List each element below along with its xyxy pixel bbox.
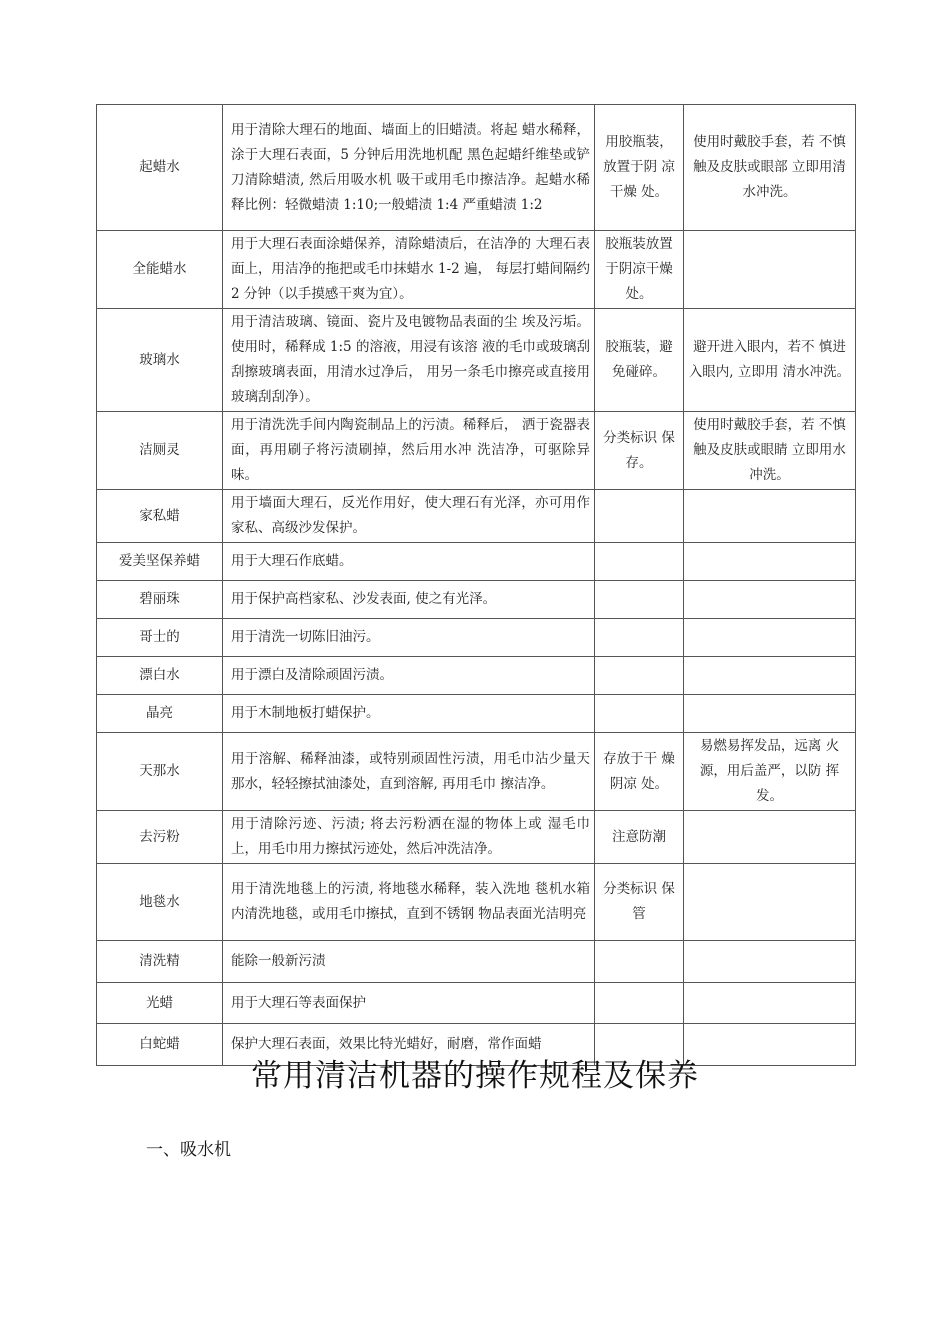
storage-cell <box>595 983 684 1024</box>
agent-name-cell: 地毯水 <box>97 864 223 941</box>
usage-cell: 用于清除大理石的地面、墙面上的旧蜡渍。将起 蜡水稀释，涂于大理石表面，5 分钟后用洗地机配 黑色起蜡纤维垫或铲刀清除蜡渍, 然后用吸水机 吸干或用毛巾擦洁净。起蜡水稀释比例：轻微蜡渍 1:10;一般蜡渍 1:4 严重蜡渍 1:2 <box>223 105 595 231</box>
safety-cell: 使用时戴胶手套，若 不慎触及皮肤或眼睛 立即用水冲洗。 <box>684 412 856 490</box>
usage-cell: 用于墙面大理石，反光作用好，使大理石有光泽，亦可用作家私、高级沙发保护。 <box>223 490 595 543</box>
agent-name-cell: 白蛇蜡 <box>97 1024 223 1066</box>
safety-cell <box>684 490 856 543</box>
usage-cell: 用于木制地板打蜡保护。 <box>223 695 595 733</box>
agent-name-cell: 哥士的 <box>97 619 223 657</box>
safety-cell <box>684 581 856 619</box>
agent-name-cell: 爱美坚保养蜡 <box>97 543 223 581</box>
usage-cell: 用于大理石表面涂蜡保养，清除蜡渍后，在洁净的 大理石表面上，用洁净的拖把或毛巾抹蜡水 1-2 遍， 每层打蜡间隔约 2 分钟（以手摸感干爽为宜）。 <box>223 231 595 309</box>
storage-cell: 胶瓶装放置于阴凉干燥处。 <box>595 231 684 309</box>
usage-cell: 用于大理石等表面保护 <box>223 983 595 1024</box>
usage-cell: 用于清洁玻璃、镜面、瓷片及电镀物品表面的尘 埃及污垢。使用时，稀释成 1:5 的溶液，用浸有该溶 液的毛巾或玻璃刮刮擦玻璃表面，用清水过净后， 用另一条毛巾擦亮或直接用玻璃刮刮净）。 <box>223 309 595 412</box>
usage-cell: 用于保护高档家私、沙发表面, 使之有光泽。 <box>223 581 595 619</box>
usage-cell: 用于清洗地毯上的污渍, 将地毯水稀释，装入洗地 毯机水箱内清洗地毯，或用毛巾擦拭，直到不锈钢 物品表面光洁明亮 <box>223 864 595 941</box>
table-row <box>97 695 856 733</box>
cleaning-agents-table <box>96 104 856 1066</box>
table-row <box>97 581 856 619</box>
table-row <box>97 490 856 543</box>
table-row <box>97 105 856 231</box>
safety-cell <box>684 695 856 733</box>
table-row <box>97 983 856 1024</box>
usage-cell: 用于清洗洗手间内陶瓷制品上的污渍。稀释后， 洒于瓷器表面，再用刷子将污渍刷掉，然后用水冲 洗洁净，可驱除异味。 <box>223 412 595 490</box>
storage-cell <box>595 490 684 543</box>
agent-name-cell: 玻璃水 <box>97 309 223 412</box>
storage-cell <box>595 619 684 657</box>
safety-cell <box>684 811 856 864</box>
usage-cell: 保护大理石表面，效果比特光蜡好，耐磨，常作面蜡 <box>223 1024 595 1066</box>
agent-name-cell: 去污粉 <box>97 811 223 864</box>
usage-cell: 用于清除污迹、污渍; 将去污粉洒在湿的物体上或 湿毛巾上，用毛巾用力擦拭污迹处，然后冲洗洁净。 <box>223 811 595 864</box>
table-row <box>97 309 856 412</box>
usage-cell: 用于溶解、稀释油漆，或特别顽固性污渍，用毛巾沾少量天那水，轻轻擦拭油漆处，直到溶解, 再用毛巾 擦洁净。 <box>223 733 595 811</box>
safety-cell <box>684 231 856 309</box>
storage-cell: 胶瓶装，避免碰碎。 <box>595 309 684 412</box>
cleaning-agents-table-body <box>97 105 856 1066</box>
table-row <box>97 733 856 811</box>
usage-cell: 用于漂白及清除顽固污渍。 <box>223 657 595 695</box>
section-title: 常用清洁机器的操作规程及保养 <box>251 1058 699 1094</box>
table-row <box>97 811 856 864</box>
table-row <box>97 412 856 490</box>
table-row <box>97 619 856 657</box>
usage-cell: 用于清洗一切陈旧油污。 <box>223 619 595 657</box>
storage-cell: 存放于干 燥阴凉 处。 <box>595 733 684 811</box>
storage-cell: 分类标识 保管 <box>595 864 684 941</box>
safety-cell <box>684 543 856 581</box>
agent-name-cell: 光蜡 <box>97 983 223 1024</box>
safety-cell <box>684 619 856 657</box>
agent-name-cell: 起蜡水 <box>97 105 223 231</box>
storage-cell <box>595 695 684 733</box>
safety-cell: 使用时戴胶手套，若 不慎触及皮肤或眼部 立即用清水冲洗。 <box>684 105 856 231</box>
agent-name-cell: 家私蜡 <box>97 490 223 543</box>
agent-name-cell: 全能蜡水 <box>97 231 223 309</box>
storage-cell <box>595 657 684 695</box>
agent-name-cell: 漂白水 <box>97 657 223 695</box>
safety-cell <box>684 941 856 983</box>
sub-heading-water-vacuum: 一、吸水机 <box>146 1140 231 1160</box>
agent-name-cell: 天那水 <box>97 733 223 811</box>
table-row <box>97 941 856 983</box>
agent-name-cell: 清洗精 <box>97 941 223 983</box>
storage-cell <box>595 941 684 983</box>
safety-cell <box>684 983 856 1024</box>
storage-cell: 用胶瓶装，放置于阴 凉 干燥 处。 <box>595 105 684 231</box>
safety-cell: 易燃易挥发品，远离 火源，用后盖严，以防 挥发。 <box>684 733 856 811</box>
safety-cell: 避开进入眼内，若不 慎进入眼内, 立即用 清水冲洗。 <box>684 309 856 412</box>
table-row <box>97 543 856 581</box>
table-row <box>97 231 856 309</box>
storage-cell: 分类标识 保存。 <box>595 412 684 490</box>
usage-cell: 能除一般新污渍 <box>223 941 595 983</box>
safety-cell <box>684 657 856 695</box>
safety-cell <box>684 864 856 941</box>
table-row <box>97 657 856 695</box>
storage-cell: 注意防潮 <box>595 811 684 864</box>
usage-cell: 用于大理石作底蜡。 <box>223 543 595 581</box>
agent-name-cell: 碧丽珠 <box>97 581 223 619</box>
agent-name-cell: 洁厕灵 <box>97 412 223 490</box>
table-row <box>97 864 856 941</box>
storage-cell <box>595 581 684 619</box>
agent-name-cell: 晶亮 <box>97 695 223 733</box>
storage-cell <box>595 543 684 581</box>
